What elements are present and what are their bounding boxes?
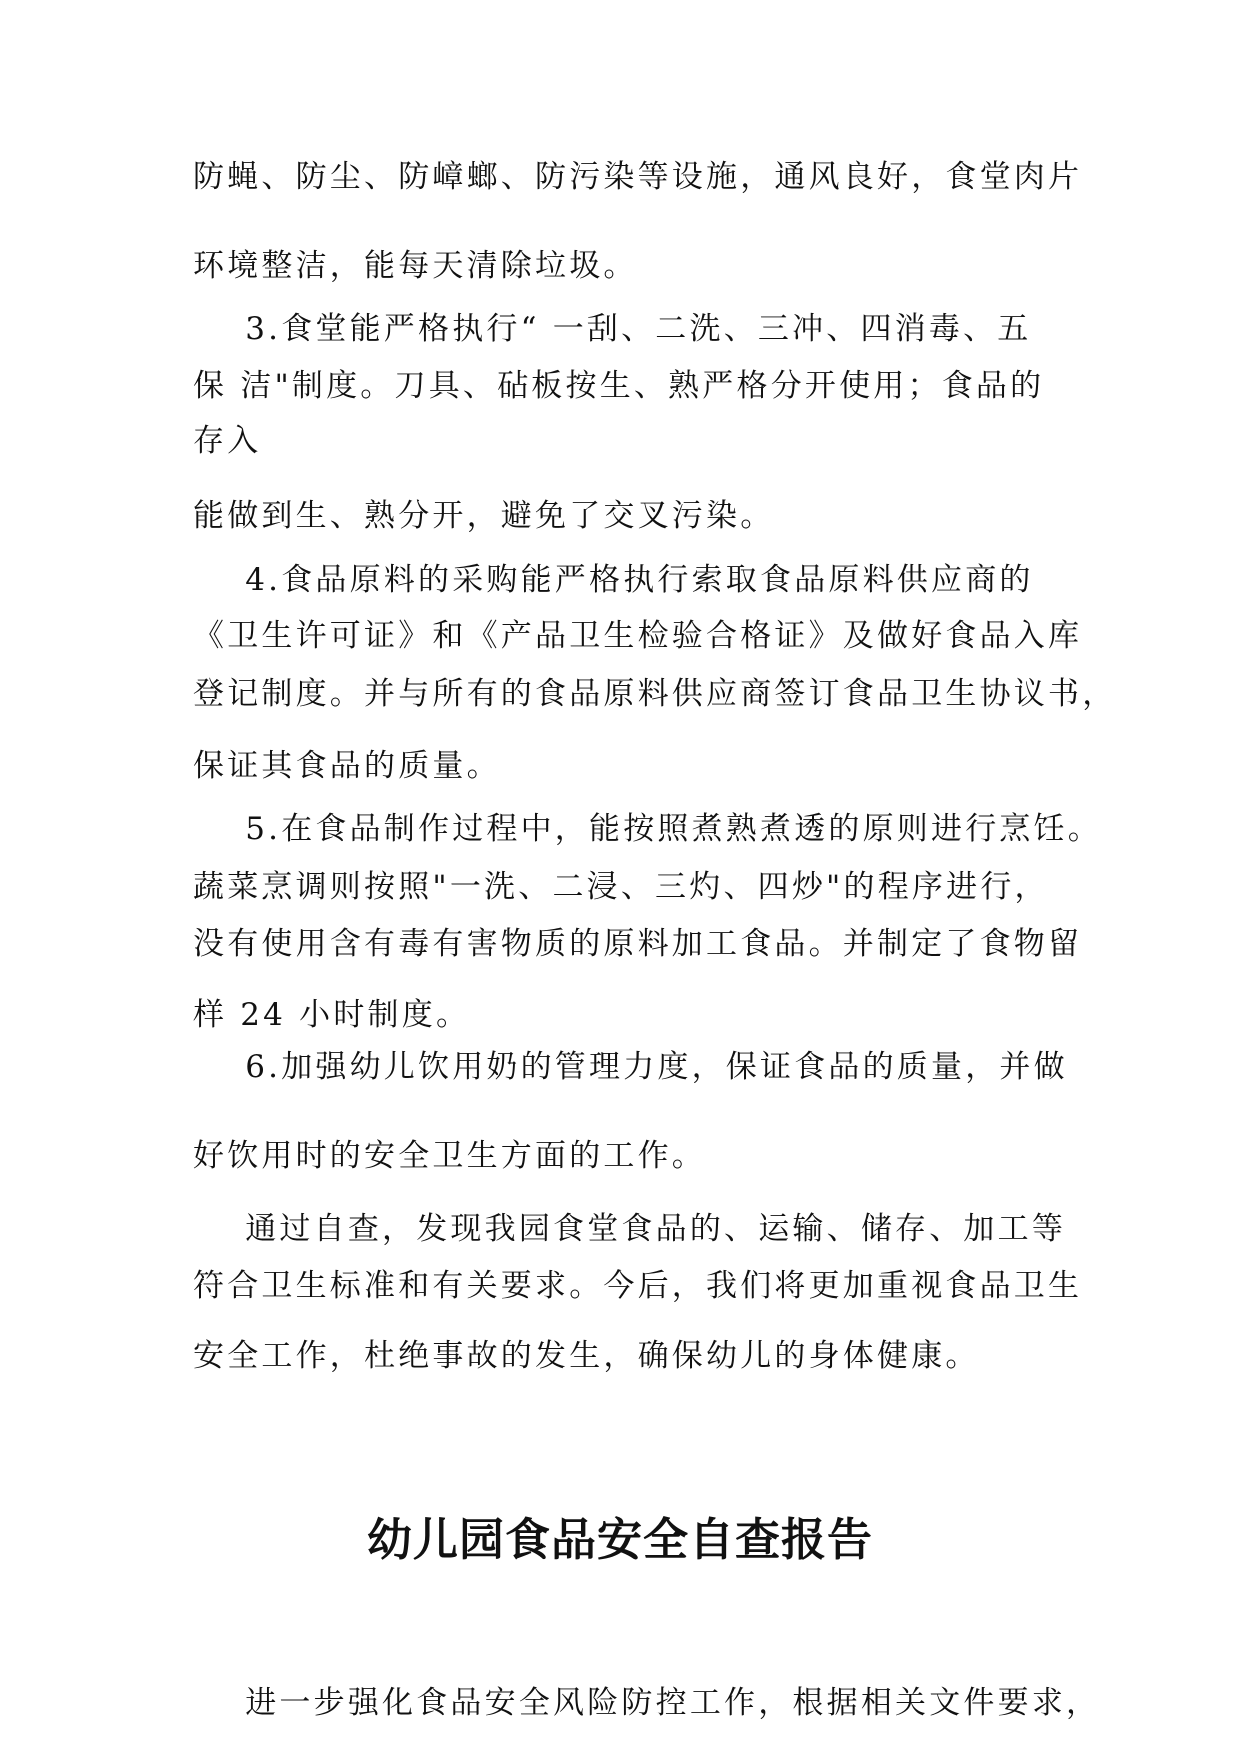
- body-text-line: 《卫生许可证》和《产品卫生检验合格证》及做好食品入库: [193, 618, 1083, 654]
- body-text-line: 保证其食品的质量。: [193, 748, 501, 784]
- body-text-line: 好饮用时的安全卫生方面的工作。: [193, 1138, 706, 1174]
- body-text-line: 登记制度。并与所有的食品原料供应商签订食品卫生协议书，: [193, 676, 1117, 712]
- body-text-line: 4.食品原料的采购能严格执行索取食品原料供应商的: [193, 562, 1034, 598]
- body-text-line: 通过自查，发现我园食堂食品的、运输、储存、加工等: [193, 1211, 1067, 1247]
- body-text-line: 进一步强化食品安全风险防控工作，根据相关文件要求，: [193, 1685, 1101, 1721]
- body-text-line: 6.加强幼儿饮用奶的管理力度，保证食品的质量，并做: [193, 1049, 1068, 1085]
- body-text-line: 蔬菜烹调则按照"一洗、二浸、三灼、四炒"的程序进行，: [193, 869, 1049, 905]
- body-text-line: 保 洁"制度。刀具、砧板按生、熟严格分开使用；食品的: [193, 368, 1045, 404]
- body-text-line: 安全工作，杜绝事故的发生，确保幼儿的身体健康。: [193, 1338, 980, 1374]
- body-text-line: 存入: [193, 423, 262, 459]
- body-text-line: 3.食堂能严格执行“ 一刮、二洗、三冲、四消毒、五: [193, 311, 1032, 347]
- body-text-line: 环境整洁，能每天清除垃圾。: [193, 248, 638, 284]
- body-text-line: 5.在食品制作过程中，能按照煮熟煮透的原则进行烹饪。: [193, 811, 1102, 847]
- body-text-line: 没有使用含有毒有害物质的原料加工食品。并制定了食物留: [193, 926, 1083, 962]
- body-text-line: 防蝇、防尘、防嶂螂、防污染等设施，通风良好，食堂肉片: [193, 159, 1083, 195]
- body-text-line: 能做到生、熟分开，避免了交叉污染。: [193, 498, 775, 534]
- body-text-line: 符合卫生标准和有关要求。今后，我们将更加重视食品卫生: [193, 1268, 1083, 1304]
- section-title: 幼儿园食品安全自查报告: [366, 1513, 873, 1566]
- body-text-line: 样 24 小时制度。: [193, 997, 471, 1033]
